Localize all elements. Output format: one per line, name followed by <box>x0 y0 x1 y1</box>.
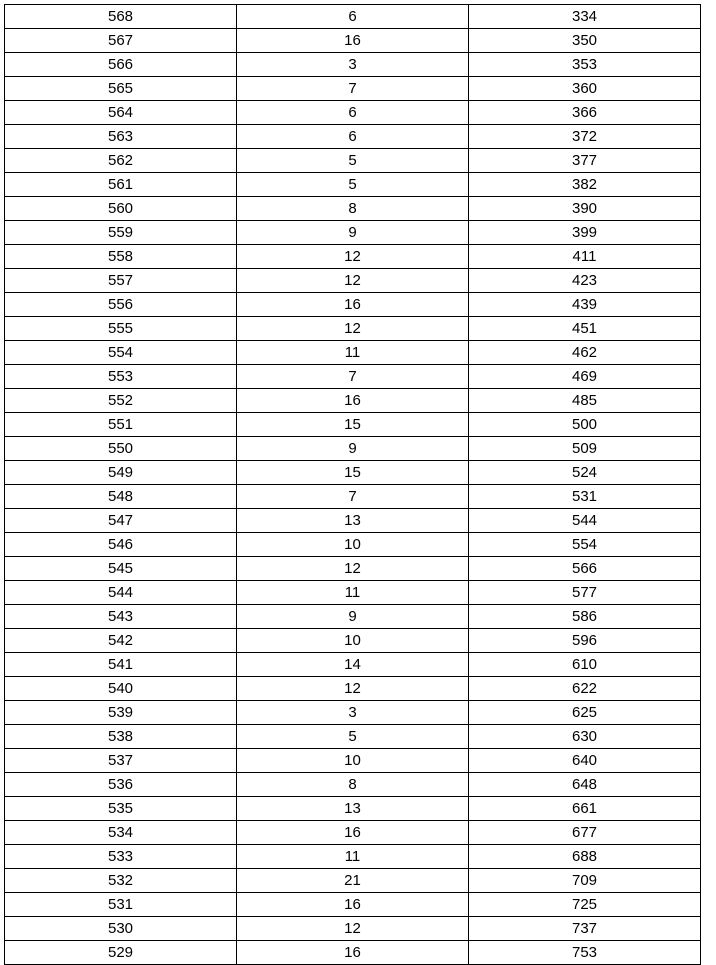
table-row <box>5 173 701 197</box>
table-row <box>5 845 701 869</box>
count-cell: 12 <box>237 677 469 701</box>
cumulative-cell: 640 <box>469 749 701 773</box>
cumulative-cell: 610 <box>469 653 701 677</box>
cumulative-cell: 399 <box>469 221 701 245</box>
count-cell: 21 <box>237 869 469 893</box>
cumulative-cell: 377 <box>469 149 701 173</box>
score-cell: 567 <box>5 29 237 53</box>
table-row <box>5 365 701 389</box>
score-cell: 552 <box>5 389 237 413</box>
count-cell: 11 <box>237 845 469 869</box>
table-row <box>5 797 701 821</box>
score-cell: 538 <box>5 725 237 749</box>
count-cell: 6 <box>237 101 469 125</box>
score-cell: 568 <box>5 5 237 29</box>
cumulative-cell: 509 <box>469 437 701 461</box>
table-row <box>5 461 701 485</box>
table-row <box>5 197 701 221</box>
count-cell: 12 <box>237 917 469 941</box>
count-cell: 12 <box>237 557 469 581</box>
count-cell: 3 <box>237 53 469 77</box>
count-cell: 9 <box>237 221 469 245</box>
table-row <box>5 701 701 725</box>
score-cell: 566 <box>5 53 237 77</box>
count-cell: 16 <box>237 293 469 317</box>
cumulative-cell: 753 <box>469 941 701 965</box>
cumulative-cell: 439 <box>469 293 701 317</box>
count-cell: 16 <box>237 893 469 917</box>
cumulative-cell: 577 <box>469 581 701 605</box>
score-cell: 547 <box>5 509 237 533</box>
cumulative-cell: 709 <box>469 869 701 893</box>
table-row <box>5 149 701 173</box>
score-cell: 560 <box>5 197 237 221</box>
table-row <box>5 605 701 629</box>
cumulative-cell: 353 <box>469 53 701 77</box>
table-row <box>5 485 701 509</box>
table-row <box>5 101 701 125</box>
cumulative-cell: 485 <box>469 389 701 413</box>
cumulative-cell: 566 <box>469 557 701 581</box>
table-row <box>5 293 701 317</box>
table-row <box>5 413 701 437</box>
score-cell: 555 <box>5 317 237 341</box>
cumulative-cell: 390 <box>469 197 701 221</box>
score-cell: 561 <box>5 173 237 197</box>
count-cell: 8 <box>237 773 469 797</box>
count-cell: 10 <box>237 749 469 773</box>
score-cell: 539 <box>5 701 237 725</box>
score-cell: 545 <box>5 557 237 581</box>
score-cell: 557 <box>5 269 237 293</box>
cumulative-cell: 630 <box>469 725 701 749</box>
score-cell: 558 <box>5 245 237 269</box>
table-row <box>5 317 701 341</box>
count-cell: 13 <box>237 509 469 533</box>
table-row <box>5 773 701 797</box>
table-row <box>5 725 701 749</box>
count-cell: 7 <box>237 485 469 509</box>
table-row <box>5 629 701 653</box>
score-cell: 549 <box>5 461 237 485</box>
cumulative-cell: 531 <box>469 485 701 509</box>
cumulative-cell: 469 <box>469 365 701 389</box>
score-cell: 531 <box>5 893 237 917</box>
cumulative-cell: 725 <box>469 893 701 917</box>
table-row <box>5 29 701 53</box>
cumulative-cell: 677 <box>469 821 701 845</box>
count-cell: 11 <box>237 581 469 605</box>
cumulative-cell: 524 <box>469 461 701 485</box>
table-row <box>5 653 701 677</box>
score-cell: 564 <box>5 101 237 125</box>
score-cell: 530 <box>5 917 237 941</box>
cumulative-cell: 500 <box>469 413 701 437</box>
cumulative-cell: 544 <box>469 509 701 533</box>
table-row <box>5 941 701 965</box>
cumulative-cell: 462 <box>469 341 701 365</box>
cumulative-cell: 625 <box>469 701 701 725</box>
cumulative-cell: 372 <box>469 125 701 149</box>
count-cell: 10 <box>237 533 469 557</box>
count-cell: 3 <box>237 701 469 725</box>
count-cell: 13 <box>237 797 469 821</box>
table-row <box>5 869 701 893</box>
score-cell: 548 <box>5 485 237 509</box>
cumulative-cell: 350 <box>469 29 701 53</box>
count-cell: 9 <box>237 605 469 629</box>
table-row <box>5 221 701 245</box>
count-cell: 9 <box>237 437 469 461</box>
cumulative-cell: 411 <box>469 245 701 269</box>
score-cell: 550 <box>5 437 237 461</box>
count-cell: 10 <box>237 629 469 653</box>
cumulative-cell: 366 <box>469 101 701 125</box>
cumulative-cell: 360 <box>469 77 701 101</box>
score-cell: 562 <box>5 149 237 173</box>
score-cell: 529 <box>5 941 237 965</box>
score-cell: 540 <box>5 677 237 701</box>
score-cell: 542 <box>5 629 237 653</box>
cumulative-cell: 451 <box>469 317 701 341</box>
table-row <box>5 437 701 461</box>
table-row <box>5 917 701 941</box>
count-cell: 8 <box>237 197 469 221</box>
table-row <box>5 77 701 101</box>
score-cell: 534 <box>5 821 237 845</box>
table-row <box>5 125 701 149</box>
score-cell: 565 <box>5 77 237 101</box>
count-cell: 5 <box>237 173 469 197</box>
score-table-body <box>5 5 701 965</box>
cumulative-cell: 596 <box>469 629 701 653</box>
table-row <box>5 5 701 29</box>
cumulative-cell: 622 <box>469 677 701 701</box>
count-cell: 12 <box>237 245 469 269</box>
cumulative-cell: 737 <box>469 917 701 941</box>
score-cell: 543 <box>5 605 237 629</box>
score-cell: 536 <box>5 773 237 797</box>
score-table <box>4 4 701 965</box>
count-cell: 5 <box>237 149 469 173</box>
score-cell: 551 <box>5 413 237 437</box>
table-row <box>5 893 701 917</box>
table-row <box>5 557 701 581</box>
cumulative-cell: 661 <box>469 797 701 821</box>
count-cell: 15 <box>237 461 469 485</box>
count-cell: 6 <box>237 5 469 29</box>
count-cell: 5 <box>237 725 469 749</box>
count-cell: 12 <box>237 317 469 341</box>
cumulative-cell: 648 <box>469 773 701 797</box>
cumulative-cell: 423 <box>469 269 701 293</box>
table-row <box>5 53 701 77</box>
score-cell: 544 <box>5 581 237 605</box>
table-row <box>5 581 701 605</box>
score-cell: 563 <box>5 125 237 149</box>
score-cell: 559 <box>5 221 237 245</box>
count-cell: 15 <box>237 413 469 437</box>
table-row <box>5 821 701 845</box>
score-cell: 533 <box>5 845 237 869</box>
count-cell: 16 <box>237 821 469 845</box>
count-cell: 16 <box>237 29 469 53</box>
table-row <box>5 533 701 557</box>
count-cell: 7 <box>237 365 469 389</box>
table-row <box>5 245 701 269</box>
table-row <box>5 389 701 413</box>
score-cell: 537 <box>5 749 237 773</box>
score-cell: 535 <box>5 797 237 821</box>
score-cell: 541 <box>5 653 237 677</box>
score-cell: 556 <box>5 293 237 317</box>
count-cell: 16 <box>237 941 469 965</box>
score-cell: 546 <box>5 533 237 557</box>
cumulative-cell: 586 <box>469 605 701 629</box>
cumulative-cell: 382 <box>469 173 701 197</box>
score-cell: 532 <box>5 869 237 893</box>
table-row <box>5 749 701 773</box>
count-cell: 12 <box>237 269 469 293</box>
cumulative-cell: 688 <box>469 845 701 869</box>
table-row <box>5 341 701 365</box>
table-row <box>5 269 701 293</box>
count-cell: 7 <box>237 77 469 101</box>
score-cell: 553 <box>5 365 237 389</box>
count-cell: 11 <box>237 341 469 365</box>
table-row <box>5 509 701 533</box>
cumulative-cell: 334 <box>469 5 701 29</box>
table-row <box>5 677 701 701</box>
count-cell: 6 <box>237 125 469 149</box>
score-cell: 554 <box>5 341 237 365</box>
cumulative-cell: 554 <box>469 533 701 557</box>
count-cell: 16 <box>237 389 469 413</box>
count-cell: 14 <box>237 653 469 677</box>
